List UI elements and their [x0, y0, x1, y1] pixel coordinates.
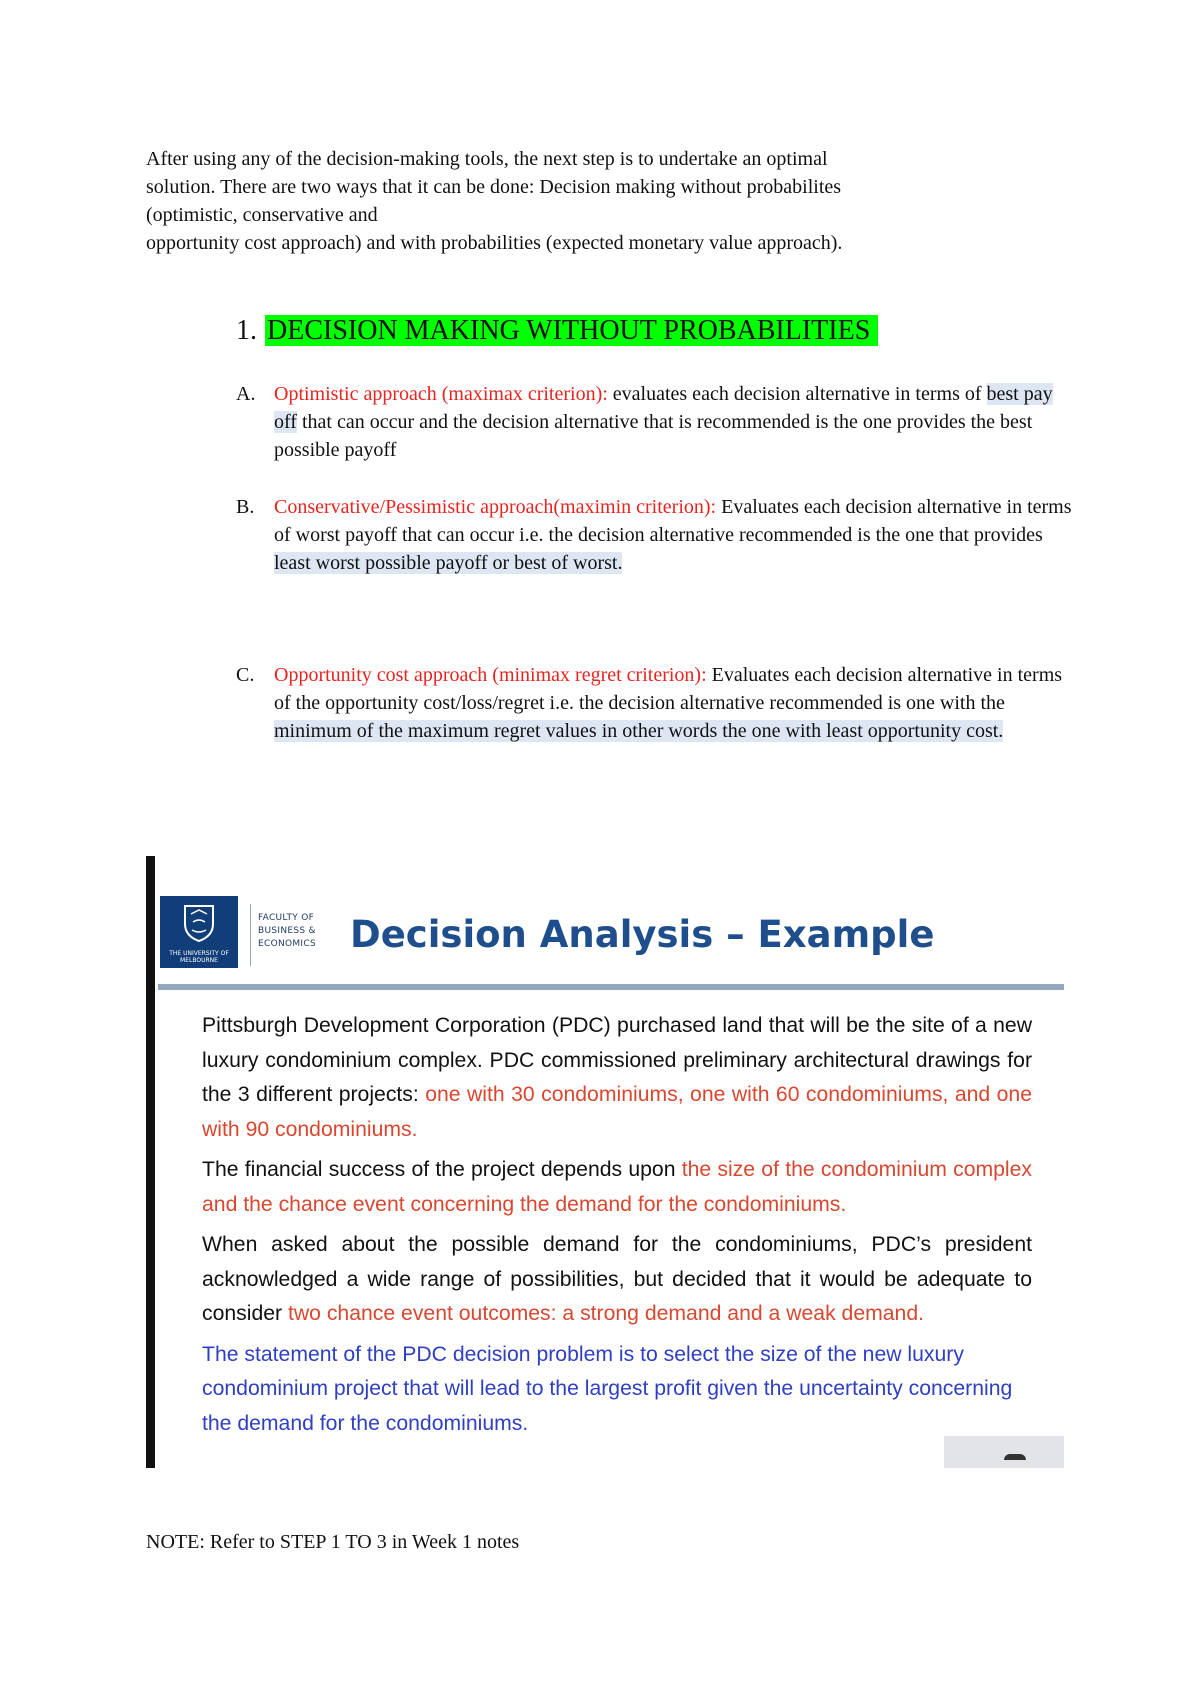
intro-line: solution. There are two ways that it can be done: Decision making without probabilites [146, 176, 842, 198]
slide-problem-statement: The statement of the PDC decision problem is to select the size of the new luxury condominium project that will lead to the largest profit given the uncertainty concerning the demand for the condominiums. [202, 1342, 1013, 1435]
embedded-slide-image [146, 856, 1064, 1468]
slide-left-border [146, 856, 155, 1468]
term-optimistic: Optimistic approach (maximax criterion): [274, 383, 608, 405]
university-logo [160, 896, 238, 968]
term-opportunity-cost: Opportunity cost approach (minimax regret criterion): [274, 664, 707, 686]
slide-title-rule [158, 984, 1064, 990]
list-item-opportunity-cost [236, 661, 1076, 745]
section-heading [236, 313, 878, 349]
faculty-line: BUSINESS & [258, 926, 316, 936]
list-item-conservative [236, 493, 1076, 577]
faculty-line: FACULTY OF [258, 913, 315, 923]
list-item-optimistic [236, 380, 1076, 464]
section-number: 1. [236, 315, 257, 346]
list-letter: A. [236, 383, 256, 405]
item-text: evaluates each decision alternative in terms of [607, 383, 987, 405]
logo-divider [250, 904, 251, 966]
slide-paragraph [202, 1009, 1032, 1147]
faculty-line: ECONOMICS [258, 939, 316, 949]
intro-line: opportunity cost approach) and with probabilities (expected monetary value approach). [146, 232, 843, 254]
note-text: NOTE: Refer to STEP 1 TO 3 in Week 1 notes [146, 1531, 520, 1553]
item-text: Evaluates each decision alternative in terms of worst payoff that can occur i.e. the decision alternative recommended is the one that provides [274, 496, 1072, 546]
selected-text: best pay off [274, 383, 1053, 433]
selected-text: least worst possible payoff or best of worst. [274, 552, 623, 574]
list-letter: B. [236, 496, 255, 518]
slide-emphasis: two chance event outcomes: a strong demand and a weak demand. [287, 1302, 925, 1325]
intro-paragraph [146, 145, 1046, 257]
slide-title: Decision Analysis – Example [350, 913, 935, 956]
term-conservative: Conservative/Pessimistic approach(maximin criterion): [274, 496, 717, 518]
slide-text-span: Pittsburgh Development Corporation (PDC) purchased land that will be the site of a new luxury condominium complex. PDC commissioned preliminary architectural drawings for the 3 different projects: [202, 1014, 1032, 1106]
section-title: DECISION MAKING WITHOUT PROBABILITIES [265, 315, 878, 346]
intro-line: After using any of the decision-making tools, the next step is to undertake an optimal [146, 148, 828, 170]
selected-text: minimum of the maximum regret values in other words the one with least opportunity cost. [274, 720, 1004, 742]
slide-emphasis: one with 30 condominiums, one with 60 condominiums, and one with 90 condominiums. [202, 1083, 1032, 1141]
slide-paragraph [202, 1153, 1032, 1222]
logo-text: THE UNIVERSITY OF MELBOURNE [169, 950, 229, 964]
faculty-label [258, 912, 348, 951]
crest-icon [183, 904, 215, 942]
item-text: Evaluates each decision alternative in terms of the opportunity cost/loss/regret i.e. the decision alternative recommended is one with the [274, 664, 1063, 714]
slide-text-span: The financial success of the project depends upon [202, 1158, 682, 1181]
item-text: that can occur and the decision alternative that is recommended is the one provides the best possible payoff [274, 411, 1033, 461]
slide-emphasis: the size of the condominium complex and the chance event concerning the demand for the condominiums. [202, 1158, 1032, 1216]
slide-body [202, 1009, 1032, 1447]
slide-paragraph [202, 1228, 1032, 1332]
intro-line: (optimistic, conservative and [146, 204, 378, 226]
presenter-video-thumbnail [944, 1436, 1064, 1468]
slide-text-span: When asked about the possible demand for the condominiums, PDC’s president acknowledged a wide range of possibilities, but decided that it would be adequate to consider [202, 1233, 1032, 1325]
list-letter: C. [236, 664, 255, 686]
